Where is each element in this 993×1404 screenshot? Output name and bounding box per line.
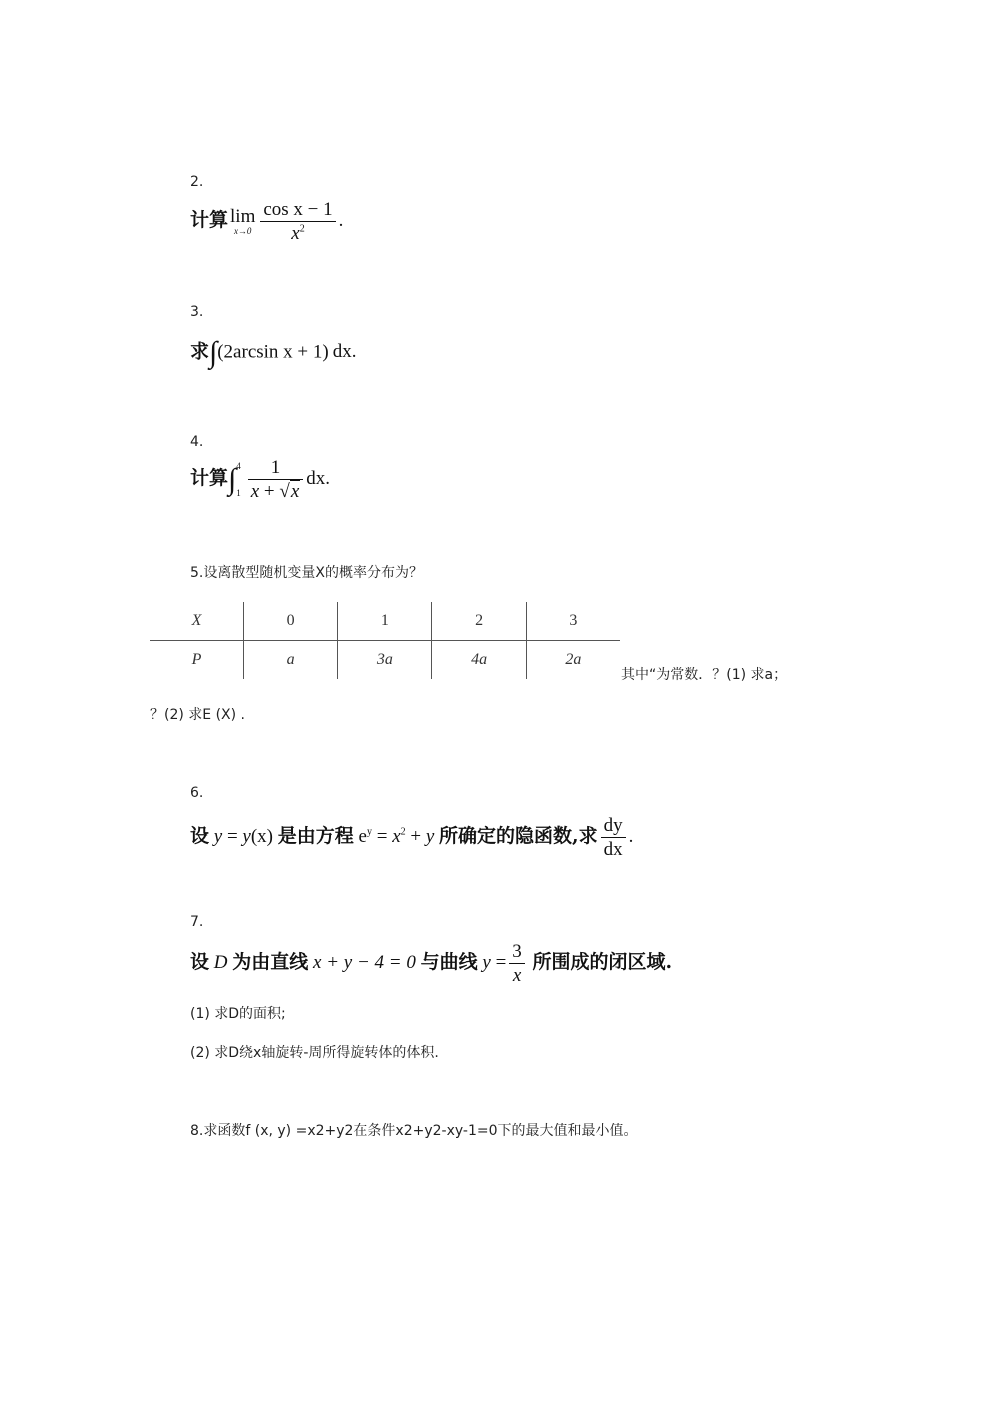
table-cell: X [150,602,244,641]
integrand-fraction: $\frac{1}{x + √x}$ [248,458,304,501]
problem-3-number: 3. [190,304,204,320]
problem-6-number: 6. [190,785,204,801]
probability-distribution-table [150,602,620,679]
problem-7-formula: 设 D 为由直线 x + y − 4 = 0 与曲线 y = $\frac{3}{x}$ 所围成的闭区域. [190,941,673,986]
problem-4-number: 4. [190,434,204,450]
problem-2-lead: 计算 [190,208,229,231]
limit-fraction: $\frac{\text{cos x − 1}}{x^2}$ [260,200,335,243]
problem-5-part-2: ？(2) 求E (X) . [150,707,245,723]
table-cell: P [150,641,244,680]
problem-4-lead: 计算 [190,466,229,489]
problem-7-number: 7. [190,914,204,930]
table-row [150,641,620,680]
derivative-fraction: $\frac{dy}{dx}$ [601,816,626,859]
table-cell: 1 [338,602,432,641]
problem-8-text: 8.求函数f (x, y) =x2+y2在条件x2+y2-xy-1=0下的最大值和最小值。 [190,1123,638,1139]
curve-fraction: $\frac{3}{x}$ [509,942,525,985]
problem-5-text: 5.设离散型随机变量X的概率分布为？ [190,565,423,581]
problem-4-formula: 计算∫ 4 1 $\frac{1}{x + √x}$ dx. [190,457,331,502]
integral-sign: ∫ [228,462,237,496]
table-row [150,602,620,641]
limit-operator: lim x→0 [230,206,256,236]
problem-2-formula: 计算 lim x→0 $\frac{\text{cos x − 1}}{x^2}$ . [190,199,344,244]
problem-6-formula: 设 y = y(x) 是由方程 $e^y = x^2 + y$ 所确定的隐函数,求 $\frac{dy}{dx}$ . [190,815,634,860]
problem-7-part-2: (2) 求D绕x轴旋转-周所得旋转体的体积. [190,1045,439,1061]
table-cell: 4a [432,641,526,680]
table-cell: 3a [338,641,432,680]
table-cell: 3 [526,602,620,641]
problem-5-continuation: 其中“为常数．？(1) 求a； [621,667,788,683]
integral-sign: ∫ [209,336,218,369]
table-cell: 2 [432,602,526,641]
table-cell: 2a [565,651,582,668]
problem-2-number: 2. [190,174,204,190]
table-cell: a [244,641,338,680]
problem-3-lead: 求 [190,340,210,363]
table-cell: 0 [244,602,338,641]
problem-7-part-1: (1) 求D的面积; [190,1006,286,1022]
integral-limits: 4 1 [236,460,241,498]
problem-3-formula: 求∫(2arcsin x + 1) dx. [190,336,357,369]
